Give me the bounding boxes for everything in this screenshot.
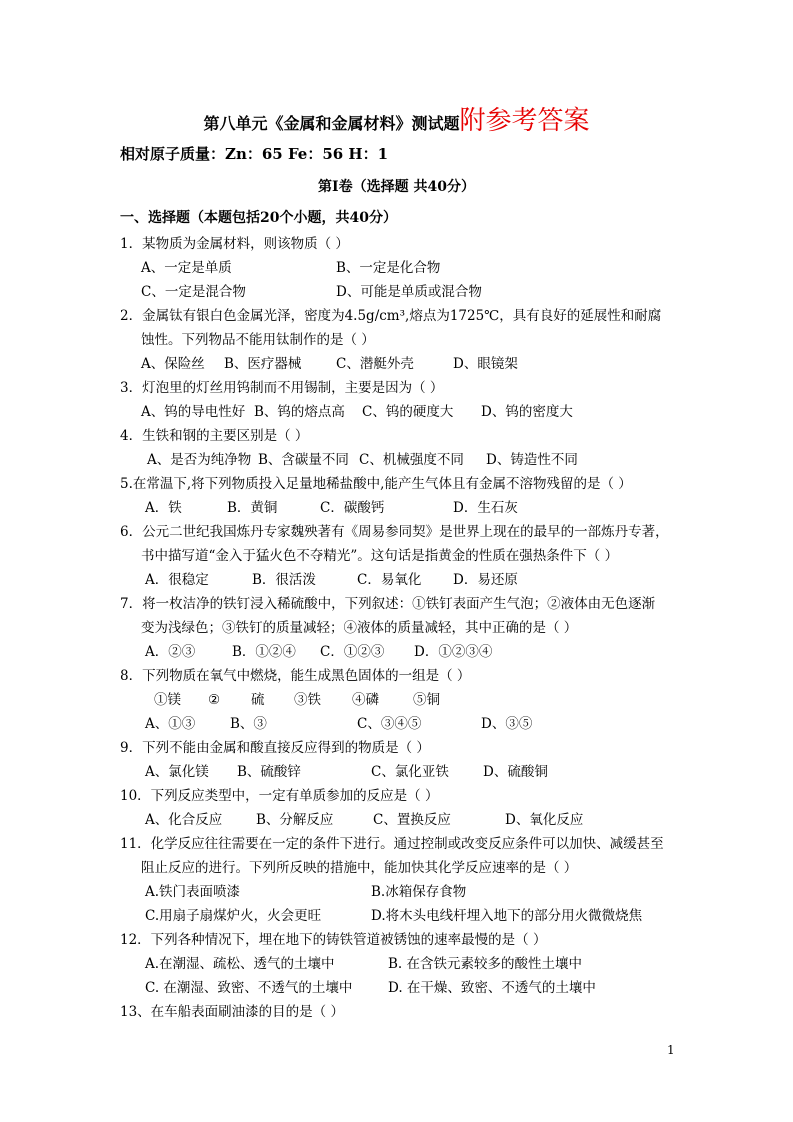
item-2-text: 硫 (251, 692, 265, 708)
question-1 (120, 232, 690, 304)
option-a: A、一定是单质 (141, 260, 232, 276)
option-c: C、机械强度不同 (359, 452, 464, 468)
question-2 (120, 304, 690, 376)
option-a: A、①③ (145, 716, 196, 732)
option-c: C．碳酸钙 (320, 500, 385, 516)
option-d: D、眼镜架 (453, 356, 518, 372)
question-11 (120, 832, 690, 928)
item-2: ② (208, 692, 221, 708)
option-d: D、铸造性不同 (486, 452, 578, 468)
items-row (120, 688, 690, 712)
option-a: A.铁门表面喷漆 (145, 884, 241, 900)
question-stem: 6．公元二世纪我国炼丹专家魏殃著有《周易参同契》是世界上现在的最早的一部炼丹专著， (120, 524, 669, 540)
question-4 (120, 424, 690, 472)
option-b: B. 在含铁元素较多的酸性土壤中 (388, 956, 583, 972)
option-a: A．很稳定 (145, 572, 209, 588)
option-b: B、一定是化合物 (336, 260, 441, 276)
options-row (120, 352, 690, 376)
option-c: C．易氧化 (357, 572, 422, 588)
option-a: A、钨的导电性好 (141, 404, 246, 420)
option-d: D、硫酸铜 (483, 764, 548, 780)
question-9 (120, 736, 690, 784)
option-c: C、置换反应 (373, 812, 451, 828)
question-stem: 2．金属钛有银白色金属光泽，密度为4.5g/cm³,熔点为1725℃，具有良好的延展性和耐腐 (120, 308, 662, 324)
option-b: B、含碳量不同 (258, 452, 349, 468)
option-a: A．铁 (145, 500, 182, 516)
options-row (120, 880, 690, 904)
option-b: B、③ (230, 716, 267, 732)
item-1: ①镁 (154, 692, 181, 708)
option-d: D. 在干燥、致密、不透气的土壤中 (388, 980, 596, 996)
options-row (120, 904, 690, 928)
option-d: D、氧化反应 (505, 812, 584, 828)
option-b: B、钨的熔点高 (254, 404, 345, 420)
question-stem: 8．下列物质在氧气中燃烧，能生成黑色固体的一组是（ ） (120, 668, 471, 684)
question-stem: 5.在常温下,将下列物质投入足量地稀盐酸中,能产生气体且有金属不溶物残留的是（ ） (120, 476, 632, 492)
option-c: C.用扇子扇煤炉火，火会更旺 (145, 908, 322, 924)
options-row (120, 760, 690, 784)
option-c: C、氯化亚铁 (371, 764, 449, 780)
option-d: D．易还原 (453, 572, 518, 588)
part-heading: 一、选择题（本题包括20个小题，共40分） (120, 210, 397, 226)
options-row (120, 640, 690, 664)
option-b: B、硫酸锌 (237, 764, 301, 780)
option-c: C、钨的硬度大 (362, 404, 454, 420)
question-13 (120, 1000, 690, 1024)
question-stem-cont: 变为浅绿色；③铁钉的质量减轻；④液体的质量减轻，其中正确的是（ ） (141, 620, 578, 636)
options-row (120, 448, 690, 472)
item-4: ④磷 (352, 692, 379, 708)
page-number: 1 (667, 1043, 675, 1057)
options-row (120, 712, 690, 736)
options-row (120, 496, 690, 520)
title-main: 第八单元《金属和金属材料》测试题 (203, 114, 460, 133)
atomic-mass-line: 相对原子质量：Zn：65 Fe：56 H：1 (120, 145, 389, 163)
option-a: A．②③ (145, 644, 196, 660)
section-heading: 第Ⅰ卷（选择题 共40分） (318, 179, 475, 195)
option-d: D、钨的密度大 (481, 404, 573, 420)
question-3 (120, 376, 690, 424)
options-row (120, 400, 690, 424)
option-d: D、可能是单质或混合物 (336, 284, 482, 300)
option-b: B．黄铜 (227, 500, 278, 516)
option-d: D．①②③④ (414, 644, 493, 660)
options-row (120, 952, 690, 976)
option-b: B．很活泼 (252, 572, 316, 588)
question-stem: 11．化学反应往往需要在一定的条件下进行。通过控制或改变反应条件可以加快、减缓甚至 (120, 836, 664, 852)
option-c: C．①②③ (320, 644, 385, 660)
item-3: ③铁 (294, 692, 321, 708)
options-row (120, 280, 690, 304)
question-8 (120, 664, 690, 736)
options-row (120, 568, 690, 592)
option-b: B．①②④ (232, 644, 296, 660)
question-10 (120, 784, 690, 832)
question-stem: 3．灯泡里的灯丝用钨制而不用锡制，主要是因为（ ） (120, 380, 444, 396)
question-stem: 10．下列反应类型中，一定有单质参加的反应是（ ） (120, 788, 439, 804)
options-row (120, 256, 690, 280)
option-c: C. 在潮湿、致密、不透气的土壤中 (145, 980, 353, 996)
question-stem: 13、在车船表面刷油漆的目的是（ ） (120, 1004, 344, 1020)
question-5 (120, 472, 690, 520)
option-a: A、氯化镁 (145, 764, 209, 780)
question-stem-cont: 阻止反应的进行。下列所反映的措施中，能加快其化学反应速率的是（ ） (141, 860, 578, 876)
question-7 (120, 592, 690, 664)
option-a: A.在潮湿、疏松、透气的土壤中 (145, 956, 335, 972)
option-c: C、潜艇外壳 (336, 356, 414, 372)
option-c: C、③④⑤ (357, 716, 422, 732)
question-stem-cont: 蚀性。下列物品不能用钛制作的是（ ） (141, 332, 375, 348)
option-d: D．生石灰 (453, 500, 518, 516)
options-row (120, 976, 690, 1000)
option-b: B、医疗器械 (224, 356, 302, 372)
question-stem-cont: 书中描写道“金入于猛火色不夺精光”。这句话是指黄金的性质在强热条件下（ ） (141, 548, 619, 564)
item-5: ⑤铜 (413, 692, 440, 708)
question-6 (120, 520, 690, 592)
option-d: D、③⑤ (481, 716, 533, 732)
page-title (0, 100, 793, 137)
option-a: A、化合反应 (145, 812, 223, 828)
question-12 (120, 928, 690, 1000)
question-stem: 7．将一枚洁净的铁钉浸入稀硫酸中，下列叙述：①铁钉表面产生气泡；②液体由无色逐渐 (120, 596, 656, 612)
question-stem: 4．生铁和钢的主要区别是（ ） (120, 428, 309, 444)
option-b: B.冰箱保存食物 (371, 884, 467, 900)
option-c: C、一定是混合物 (141, 284, 246, 300)
question-stem: 9．下列不能由金属和酸直接反应得到的物质是（ ） (120, 740, 430, 756)
option-a: A、是否为纯净物 (147, 452, 252, 468)
question-stem: 12．下列各种情况下，埋在地下的铸铁管道被锈蚀的速率最慢的是（ ） (120, 932, 547, 948)
option-a: A、保险丝 (141, 356, 205, 372)
option-d: D.将木头电线杆埋入地下的部分用火微微烧焦 (371, 908, 643, 924)
option-b: B、分解反应 (256, 812, 334, 828)
question-stem: 1．某物质为金属材料，则该物质（ ） (120, 236, 349, 252)
options-row (120, 808, 690, 832)
title-answer-note: 附参考答案 (459, 106, 590, 136)
